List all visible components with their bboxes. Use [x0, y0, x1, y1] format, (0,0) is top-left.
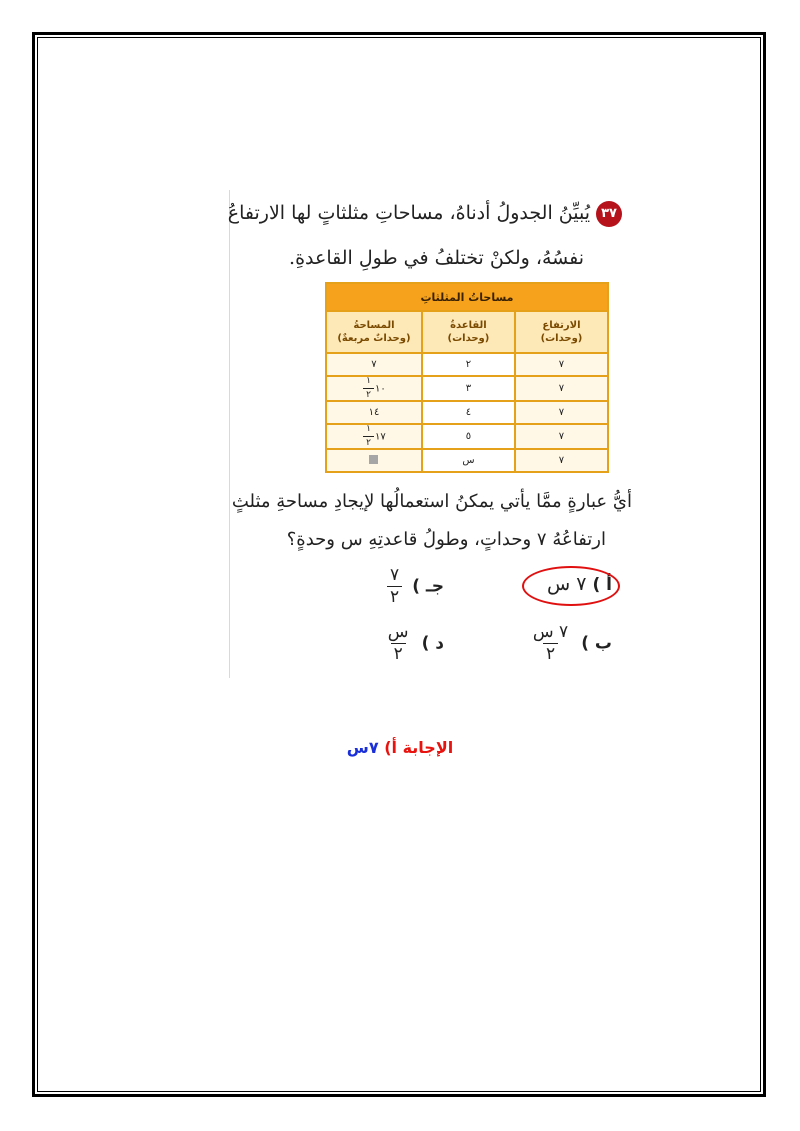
prompt-line-2: ارتفاعُهُ ٧ وحداتٍ، وطولُ قاعدتِهِ س وحدةٍ؟: [286, 529, 606, 550]
fraction: $\frac{\text{٧ س}}{٢}$: [532, 622, 569, 664]
header-base: القاعدةُ (وحدات): [422, 311, 515, 353]
page-border-inner: [37, 37, 761, 1092]
table-row: ٧ ٤ ١٤: [326, 401, 608, 424]
triangle-areas-table: [325, 282, 609, 473]
fraction: $\frac{\text{س}}{٢}$: [387, 622, 409, 664]
unknown-value-square-icon: [369, 455, 378, 464]
prompt-line-1: أيُّ عبارةٍ ممَّا يأتي يمكنُ استعمالُها لإيجادِ مساحةِ مثلثٍ: [231, 491, 632, 512]
option-c[interactable]: جـ ) $\frac{٧}{٢}$: [383, 567, 444, 606]
table-row: ٧ ٢ ٧: [326, 353, 608, 376]
question-number-badge: ٣٧: [596, 201, 622, 227]
table-title: مساحاتُ المثلثاتِ: [326, 283, 608, 311]
answer-circle-mark: [522, 566, 620, 606]
question-text-1: يُبيِّنُ الجدولُ أدناهُ، مساحاتِ مثلثاتٍ لها الارتفاعُ: [227, 202, 590, 224]
option-d[interactable]: د ) $\frac{\text{س}}{٢}$: [381, 624, 444, 663]
option-a[interactable]: أ ) ٧ س: [546, 573, 612, 595]
table-row: ٧ س: [326, 449, 608, 472]
question-line-1: [228, 201, 622, 227]
answer-line: [0, 738, 800, 757]
table-row: ٧ ٥ ١٧ $\frac{١}{٢}$: [326, 424, 608, 449]
fraction: $\frac{٧}{٢}$: [387, 567, 402, 606]
table-row: ٧ ٣ ١٠ $\frac{١}{٢}$: [326, 376, 608, 401]
answer-label: الإجابة أ): [384, 738, 454, 757]
option-b[interactable]: ب ) $\frac{\text{٧ س}}{٢}$: [526, 624, 612, 663]
header-area: المساحةُ (وحداتٌ مربعةٌ): [326, 311, 422, 353]
header-height: الارتفاع (وحدات): [515, 311, 608, 353]
answer-value: ٧س: [346, 738, 379, 757]
content-divider: [229, 190, 230, 678]
question-line-2: نفسُهُ، ولكنْ تختلفُ في طولِ القاعدةِ.: [289, 247, 584, 269]
